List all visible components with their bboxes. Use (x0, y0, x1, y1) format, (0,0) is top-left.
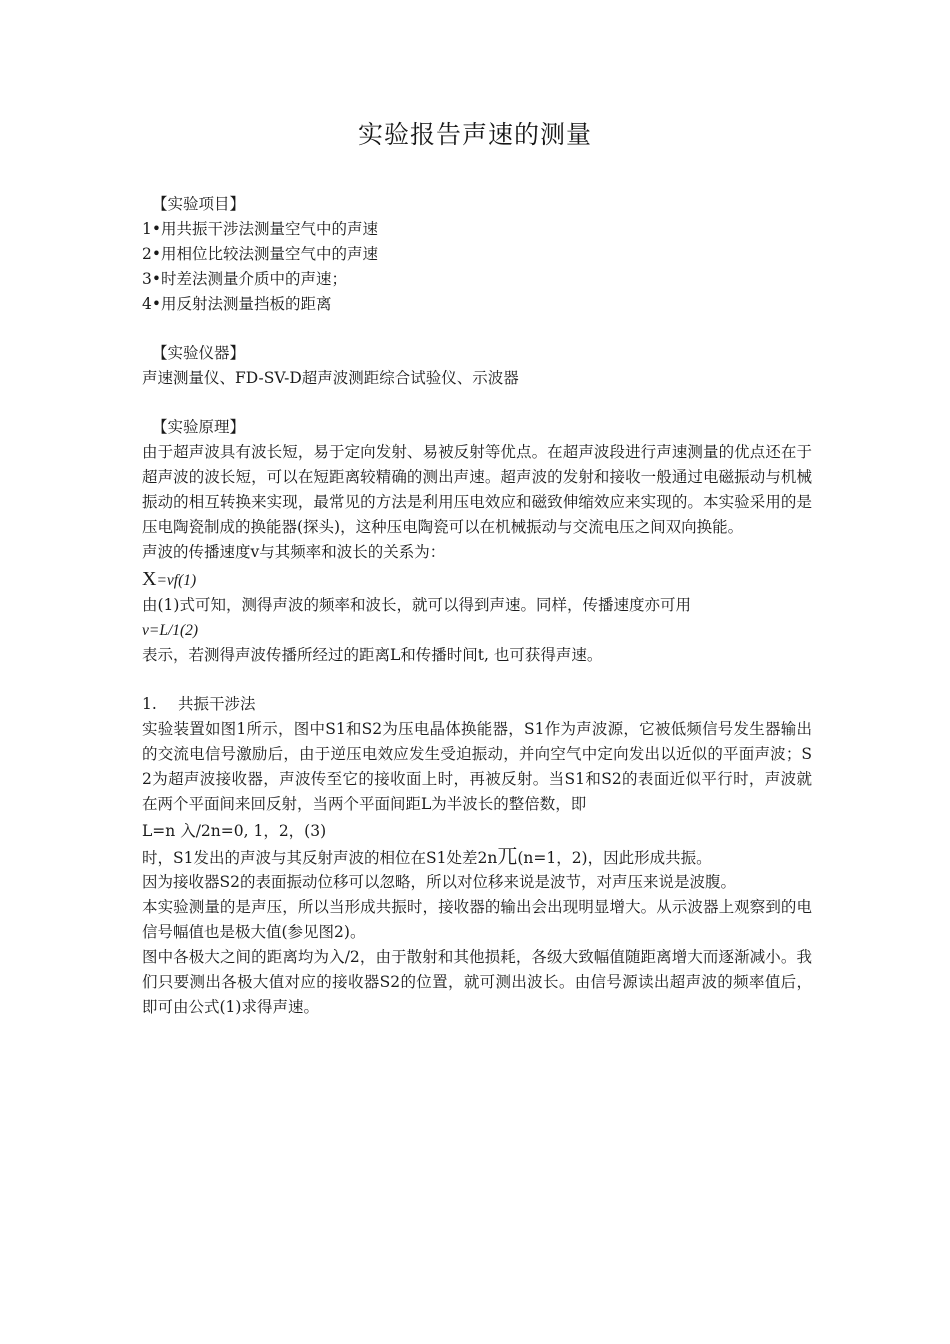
formula-1-note: 由(1)式可知，测得声波的频率和波长，就可以得到声速。同样，传播速度亦可用 (142, 596, 691, 614)
formula-2: v=L/1(2) (142, 622, 199, 639)
pi-symbol: 兀 (497, 846, 518, 868)
spacer (142, 317, 812, 341)
document-title: 实验报告声速的测量 (357, 120, 592, 149)
pressure-paragraph: 本实验测量的是声压，所以当形成共振时，接收器的输出会出现明显增大。从示波器上观察到的电信号幅值也是极大值(参见图2)。 (142, 898, 812, 941)
formula-1-expression: =vf(1) (156, 572, 197, 589)
item-1: 1•用共振干涉法测量空气中的声速 (142, 220, 379, 238)
instruments-text: 声速测量仪、FD-SV-D超声波测距综合试验仪、示波器 (142, 369, 519, 387)
section-1-heading (142, 692, 812, 717)
section-1-number: 1. (142, 695, 157, 713)
section-1-title: 共振干涉法 (178, 695, 256, 713)
formula-3-note (142, 845, 812, 870)
items-heading: 【实验项目】 (152, 195, 246, 213)
item-3: 3•时差法测量介质中的声速； (142, 270, 348, 288)
relation-text: 声波的传播速度v与其频率和波长的关系为： (142, 543, 446, 561)
principle-paragraph: 由于超声波具有波长短，易于定向发射、易被反射等优点。在超声波段进行声速测量的优点还在于超声波的波长短，可以在短距离较精确的测出声速。超声波的发射和接收一般通过电磁振动与机械振动的相互转换来实现，最常见的方法是利用压电效应和磁致伸缩效应来实现的。本实验采用的是压电陶瓷制成的换能器(探头)，这种压电陶瓷可以在机械振动与交流电压之间双向换能。 (142, 443, 812, 536)
formula-2-note: 表示，若测得声波传播所经过的距离L和传播时间t, 也可获得声速。 (142, 646, 603, 664)
section-1-paragraph: 实验装置如图1所示，图中S1和S2为压电晶体换能器，S1作为声波源，它被低频信号发生器输出的交流电信号激励后，由于逆压电效应发生受迫振动，并向空气中定向发出以近似的平面声波；S2为超声波接收器，声波传至它的接收面上时，再被反射。当S1和S2的表面近似平行时，声波就在两个平面间来回反射，当两个平面间距L为半波长的整倍数，即 (142, 720, 812, 813)
principle-heading: 【实验原理】 (152, 418, 246, 436)
node-paragraph: 因为接收器S2的表面振动位移可以忽略，所以对位移来说是波节，对声压来说是波腹。 (142, 873, 736, 891)
formula-3: L=n 入/2n=0, 1，2，(3) (142, 822, 327, 840)
spacer (142, 391, 812, 415)
instruments-heading: 【实验仪器】 (152, 344, 246, 362)
item-4: 4•用反射法测量挡板的距离 (142, 295, 332, 313)
spacer (142, 668, 812, 692)
formula-3-note-pre: 时，S1发出的声波与其反射声波的相位在S1处差2n (142, 849, 498, 867)
final-paragraph: 图中各极大之间的距离均为入/2，由于散射和其他损耗，各级大致幅值随距离增大而逐渐减小。我们只要测出各极大值对应的接收器S2的位置，就可测出波长。由信号源读出超声波的频率值后，即可由公式(1)求得声速。 (142, 948, 812, 1016)
item-2: 2•用相位比较法测量空气中的声速 (142, 245, 379, 263)
formula-1-symbol: X (142, 568, 157, 590)
formula-1 (142, 565, 812, 593)
document-body (142, 192, 812, 1020)
formula-3-note-post: (n=1，2)，因此形成共振。 (517, 849, 712, 867)
